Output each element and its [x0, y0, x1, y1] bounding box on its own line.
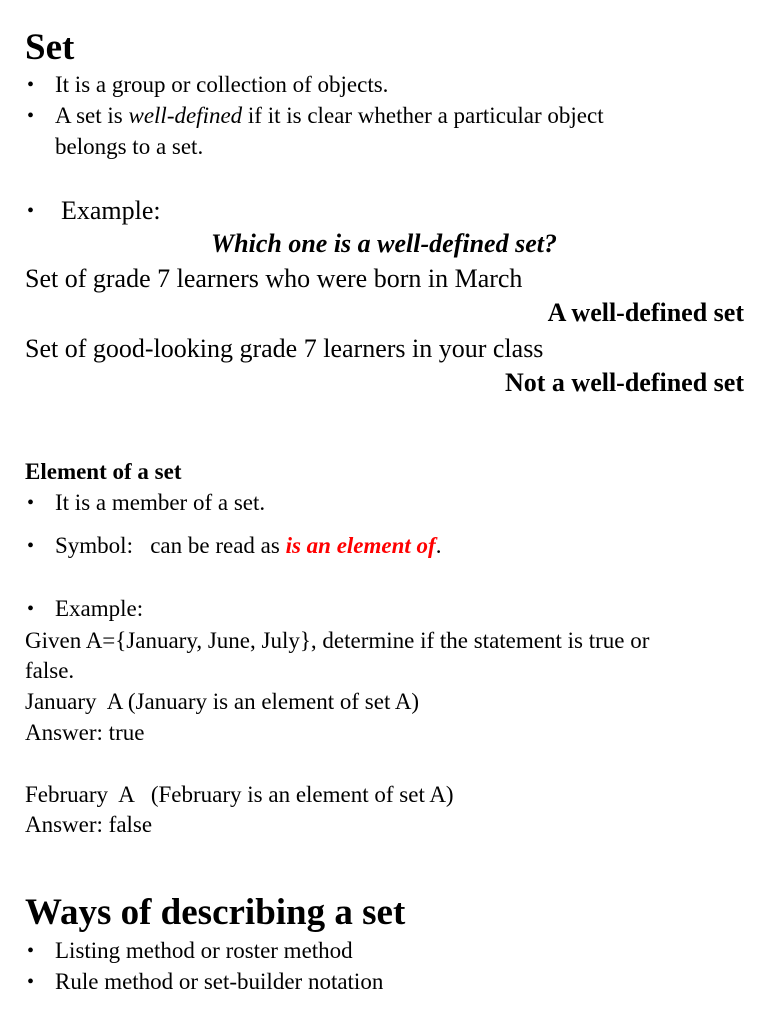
statement-text: January A (January is an element of set A) [25, 689, 420, 714]
bullet-icon: • [27, 492, 35, 514]
text-fragment: Symbol: can be read as [55, 533, 286, 558]
page-title: Set [25, 27, 75, 68]
answer-text: Answer: true [25, 720, 145, 745]
example-answer: Not a well-defined set [504, 368, 744, 397]
text-fragment: . [435, 533, 442, 558]
bullet-icon: • [27, 940, 35, 962]
bullet-text: It is a group or collection of objects. [55, 72, 389, 97]
bullet-text: It is a member of a set. [55, 490, 266, 515]
bullet-icon: • [27, 535, 35, 557]
list-item [27, 595, 143, 623]
emphasis-text: well-defined [128, 103, 243, 128]
given-text: false. [25, 658, 75, 683]
example-item: Set of good-looking grade 7 learners in your class [25, 334, 544, 363]
section-heading: Element of a set [25, 459, 182, 484]
list-item [27, 532, 441, 560]
example-item: Set of grade 7 learners who were born in March [25, 264, 523, 293]
example-answer: A well-defined set [547, 298, 744, 327]
list-item [27, 968, 383, 996]
bullet-text [55, 102, 604, 130]
emphasis-text: is an element of [285, 533, 436, 558]
list-item [27, 195, 161, 227]
answer-text: Answer: false [25, 812, 153, 837]
bullet-text: Rule method or set-builder notation [55, 969, 384, 994]
section-title: Ways of describing a set [25, 892, 406, 933]
bullet-icon: • [27, 105, 35, 127]
bullet-text [55, 532, 441, 560]
bullet-text: Listing method or roster method [55, 938, 353, 963]
example-label: Example: [55, 596, 144, 621]
statement-text: February A (February is an element of set A) [25, 782, 454, 807]
given-text: Given A={January, June, July}, determine if the statement is true or [25, 628, 650, 653]
list-item [27, 937, 353, 965]
bullet-icon: • [27, 971, 35, 993]
list-item [27, 489, 265, 517]
example-label: Example: [61, 196, 161, 225]
example-question: Which one is a well-defined set? [211, 229, 557, 258]
text-fragment: if it is clear whether a particular object [242, 103, 604, 128]
bullet-icon: • [27, 598, 35, 620]
list-item [27, 71, 388, 99]
list-item [27, 102, 604, 130]
bullet-icon: • [27, 74, 35, 96]
bullet-continuation: belongs to a set. [55, 134, 204, 159]
text-fragment: A set is [55, 103, 129, 128]
bullet-icon: • [27, 200, 35, 222]
